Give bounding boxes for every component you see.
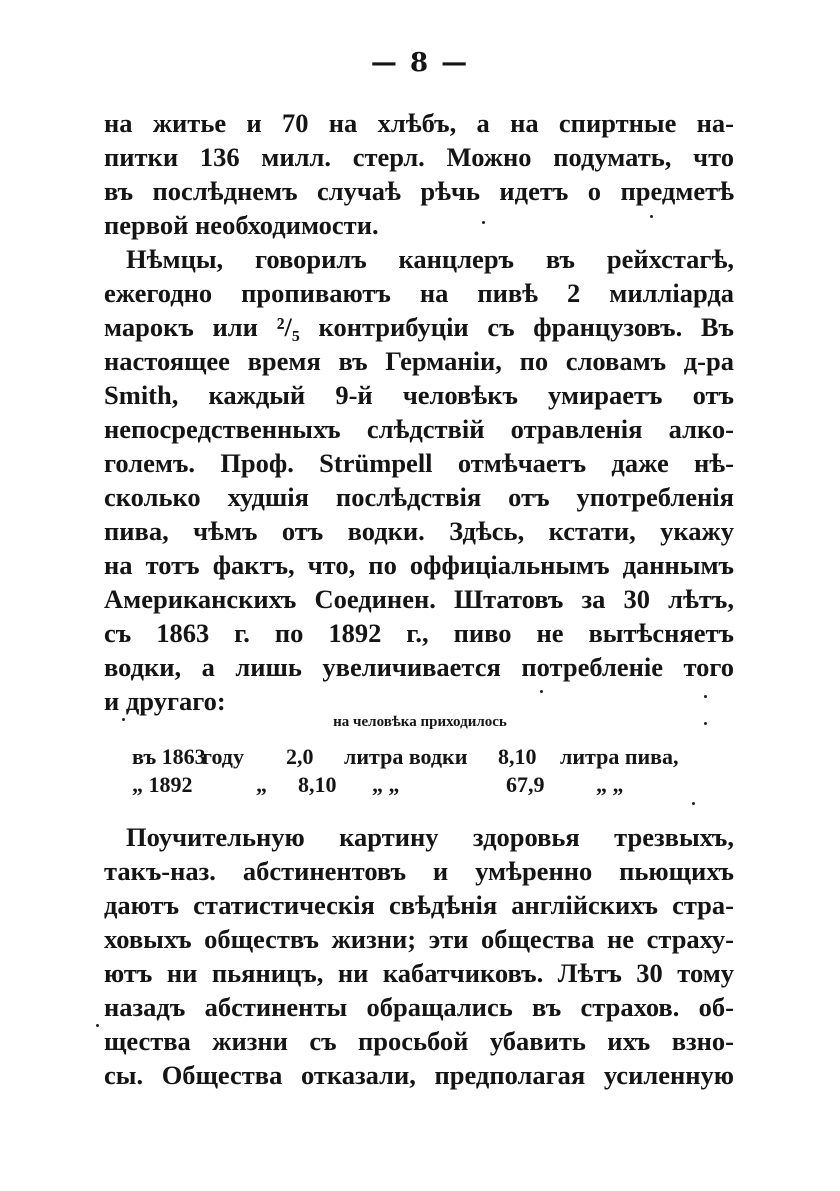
text-line: и другаго:	[104, 686, 226, 716]
text-line: Американскихъ Соединен. Штатовъ за 30 лѣтъ,	[104, 584, 734, 614]
table-cell-vodka: 8,10	[298, 772, 337, 797]
text-line: Поучительную картину здоровья трезвыхъ,	[126, 822, 734, 852]
text-line: на житье и 70 на хлѣбъ, а на спиртные на-	[104, 108, 734, 138]
table-cell-unit: литра водки	[344, 744, 468, 769]
print-speck	[704, 722, 707, 725]
paragraph-2	[104, 242, 734, 718]
table-title: на человѣка приходилось	[333, 714, 507, 730]
print-speck	[540, 690, 543, 693]
table-cell-unit: „ „	[596, 772, 624, 797]
text-line: Smith, каждый 9-й человѣкъ умираетъ отъ	[104, 380, 734, 410]
text-line: съ 1863 г. по 1892 г., пиво не вытѣсняетъ	[104, 618, 734, 648]
table-cell-word: „	[256, 772, 267, 797]
table-cell-unit: литра пива,	[560, 744, 679, 769]
text-line: марокъ или ²/₅ контрибуціи съ французовъ. Въ	[104, 312, 734, 342]
text-line: водки, а лишь увеличивается потребленіе того	[104, 652, 734, 682]
text-line: ютъ ни пьяницъ, ни кабатчиковъ. Лѣтъ 30 тому	[104, 958, 734, 988]
table-cell-unit: „ „	[372, 772, 400, 797]
text-line: такъ-наз. абстинентовъ и умѣренно пьющихъ	[104, 856, 734, 886]
text-line: ежегодно пропиваютъ на пивѣ 2 милліарда	[104, 278, 734, 308]
text-line: пива, чѣмъ отъ водки. Здѣсь, кстати, укажу	[104, 516, 734, 546]
table-cell-vodka: 2,0	[286, 744, 314, 769]
text-line: щества жизни съ просьбой убавить ихъ взно-	[104, 1026, 734, 1056]
table-cell-year: „ 1892	[132, 772, 193, 797]
table-cell-word: году	[202, 744, 244, 769]
table-cell-beer: 8,10	[498, 744, 537, 769]
text-line: питки 136 милл. стерл. Можно подумать, что	[104, 142, 734, 172]
text-line: даютъ статистическія свѣдѣнія англійскихъ стра-	[104, 890, 734, 920]
paragraph-1	[104, 106, 734, 242]
print-speck	[96, 1024, 99, 1027]
text-line: сколько худшія послѣдствія отъ употребленія	[104, 482, 734, 512]
print-speck	[692, 802, 695, 805]
paragraph-3	[104, 820, 734, 1092]
text-line: сы. Общества отказали, предполагая усиленную	[104, 1060, 734, 1090]
page-number: — 8 —	[370, 48, 470, 78]
print-speck	[704, 695, 707, 698]
text-line: настоящее время въ Германіи, по словамъ д-ра	[104, 346, 734, 376]
text-line: големъ. Проф. Strümpell отмѣчаетъ даже нѣ-	[104, 448, 734, 478]
text-line: назадъ абстиненты обращались въ страхов. об-	[104, 992, 734, 1022]
text-line: Нѣмцы, говорилъ канцлеръ въ рейхстагѣ,	[126, 244, 734, 274]
text-line: ховыхъ обществъ жизни; эти общества не страху-	[104, 924, 734, 954]
table-cell-beer: 67,9	[506, 772, 545, 797]
table-cell-year: въ 1863	[132, 744, 206, 769]
print-speck	[122, 718, 125, 721]
print-speck	[482, 221, 485, 224]
text-line: непосредственныхъ слѣдствій отравленія алко-	[104, 414, 734, 444]
text-line: на тотъ фактъ, что, по оффиціальнымъ даннымъ	[104, 550, 734, 580]
print-speck	[650, 215, 653, 218]
text-line: въ послѣднемъ случаѣ рѣчь идетъ о предметѣ	[104, 176, 734, 206]
text-line: первой необходимости.	[104, 210, 379, 240]
